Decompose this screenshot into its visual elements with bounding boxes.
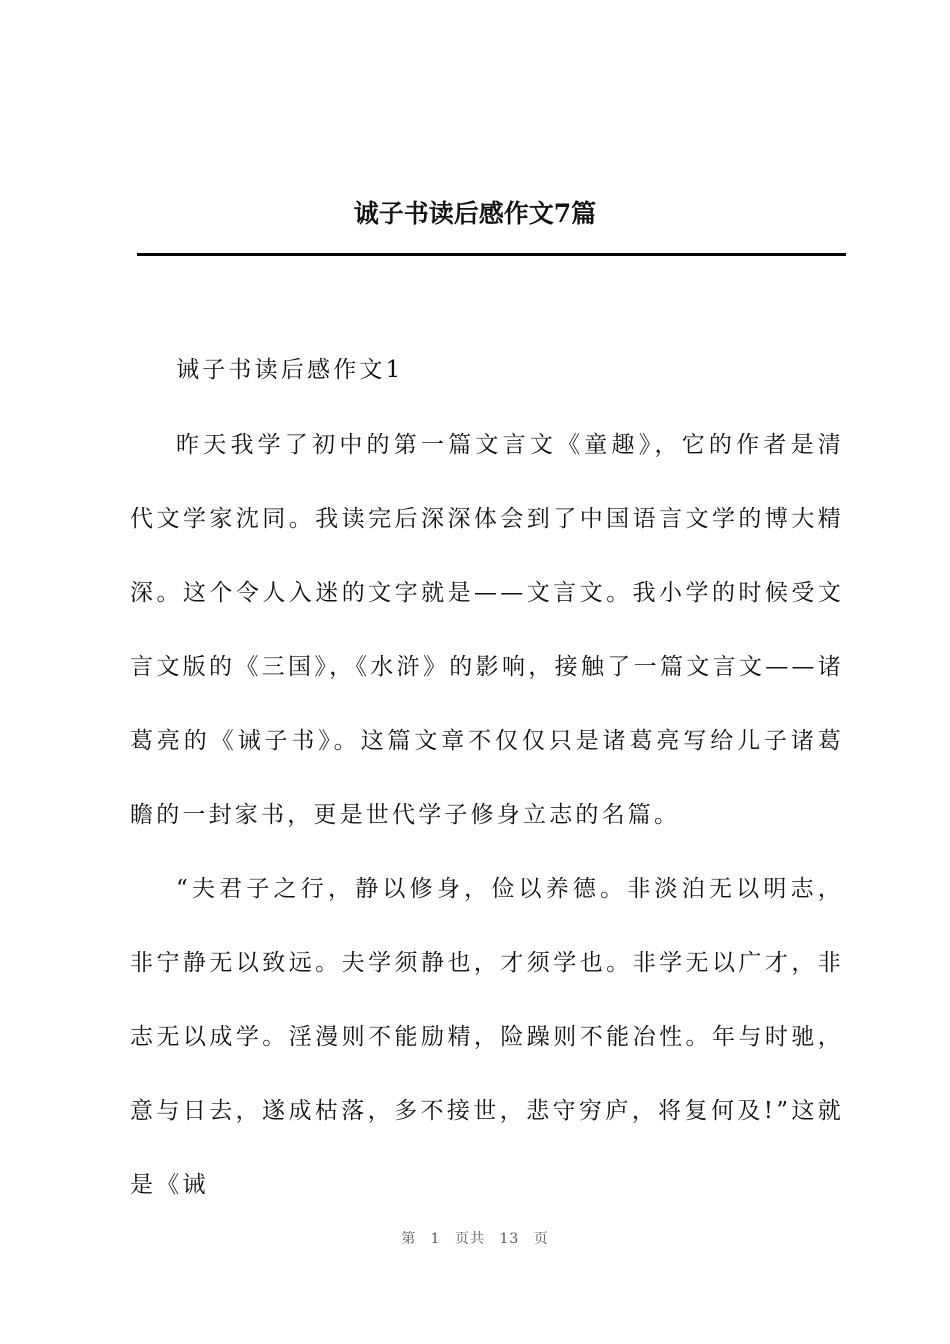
document-title: 诚子书读后感作文7篇 (353, 199, 597, 228)
page-footer: 第 1 页共 13 页 (401, 1231, 549, 1247)
body-paragraph-2: “夫君子之行，静以修身，俭以养德。非淡泊无以明志，非宁静无以致远。夫学须静也，才须学也。非学无以广才，非志无以成学。淫漫则不能励精，险躁则不能冶性。年与时驰，意与日去，遂成枯落，多不接世，悲守穷庐，将复何及!”这就是《诫 (130, 876, 844, 1198)
body-paragraph-1: 昨天我学了初中的第一篇文言文《童趣》，它的作者是清代文学家沈同。我读完后深深体会到了中国语言文学的博大精深。这个令人入迷的文字就是——文言文。我小学的时候受文言文版的《三国》，《水浒》的影响，接触了一篇文言文——诸葛亮的《诫子书》。这篇文章不仅仅只是诸葛亮写给儿子诸葛瞻的一封家书，更是世代学子修身立志的名篇。 (130, 432, 844, 828)
title-underline-rule (137, 253, 846, 256)
document-body (130, 348, 844, 1236)
section-heading: 诫子书读后感作文1 (176, 357, 404, 383)
